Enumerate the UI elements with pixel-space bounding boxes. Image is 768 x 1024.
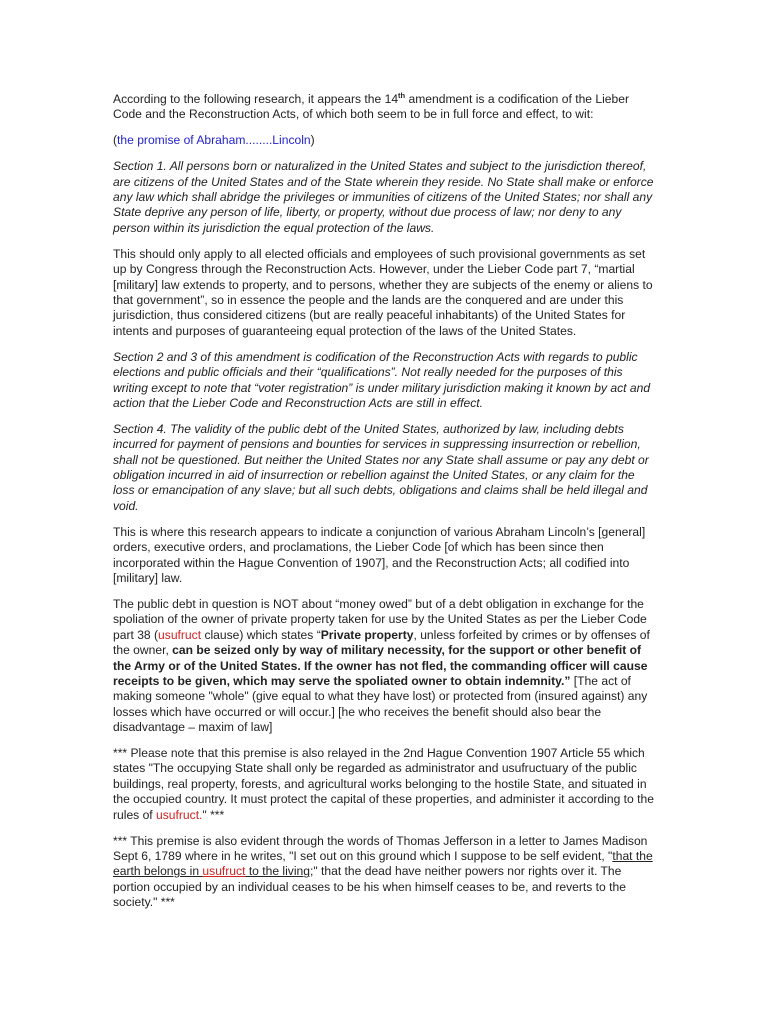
promise-line (113, 133, 656, 148)
promise-open-paren: ( (113, 133, 118, 148)
conjunction-paragraph: This is where this research appears to indicate a conjunction of various Abraham Lincoln’s [general] orders, executive orders, and proclamations, the Lieber Code [of which has been since then incorporated within the Hague Convention of 1907], and the Reconstruction Acts; all codified into [military] law. (113, 524, 646, 585)
public-debt-paragraph (113, 597, 656, 736)
intro-text: According to the following research, it appears the 14 (113, 92, 399, 106)
promise-link[interactable]: the promise of Abraham........Lincoln (117, 133, 311, 148)
usufruct-link[interactable]: usufruct (158, 627, 202, 642)
section-2-3-paragraph: Section 2 and 3 of this amendment is codification of the Reconstruction Acts with regards to public elections and public officials and their “qualifications”. Not really needed for the purposes of this writing except to note that “voter registration” is under military jurisdiction making it known by act and action that the Lieber Code and Reconstruction Acts are still in effect. (113, 349, 651, 410)
debt-text-3: , unless forfeited by crimes or by offenses of the owner, (113, 627, 650, 658)
usufruct-link[interactable]: usufruct. (156, 807, 203, 822)
debt-text-4: [The act of making someone "whole" (give equal to what they have lost) or protected from (insured against) any losses which have occurred or will occur.] [he who receives the benefit should also bear the disadvantage – maxim of law] (113, 673, 648, 735)
section-1-paragraph: Section 1. All persons born or naturalized in the United States and subject to the jurisdiction thereof, are citizens of the United States and of the State wherein they reside. No State shall make or enforce any law which shall abridge the privileges or immunities of citizens of the United States; nor shall any State deprive any person of life, liberty, or property, without due process of law; nor deny to any person within its jurisdiction the equal protection of the laws. (113, 159, 654, 235)
jefferson-text-2: ;" that the dead have neither powers nor rights over it. The portion occupied by an individual ceases to be his when himself ceases to be, and reverts to the society." *** (113, 864, 626, 910)
private-property-bold: Private property (320, 627, 414, 642)
jefferson-quote-underlined: that the earth belongs in (113, 848, 653, 879)
ordinal-superscript: th (398, 90, 406, 100)
hague-convention-paragraph (113, 746, 656, 823)
promise-close-paren: ) (310, 133, 315, 148)
debt-text-1: The public debt in question is NOT about “money owed” but of a debt obligation in exchange for the spoliation of the owner of private property taken for use by the United States as per the Lieber Code part 38 ( (113, 596, 647, 642)
usufruct-link[interactable]: usufruct (202, 864, 246, 879)
intro-paragraph (113, 92, 656, 123)
hague-text-2: " *** (202, 807, 225, 822)
hague-text-1: *** Please note that this premise is also relayed in the 2nd Hague Convention 1907 Article 55 which states "The occupying State shall only be regarded as administrator and usufructuary of the public buildings, real property, forests, and agricultural works belonging to the hostile State, and situated in the occupied country. It must protect the capital of these properties, and administer it according to the rules of (113, 746, 654, 822)
provisional-governments-paragraph: This should only apply to all elected officials and employees of such provisional governments as set up by Congress through the Reconstruction Acts. However, under the Lieber Code part 7, “martial [military] law extends to property, and to persons, whether they are subjects of the enemy or aliens to that government”, so in essence the people and the lands are the conquered and are under this jurisdiction, thus considered citizens (but are really peaceful inhabitants) of the United States for intents and purposes of guaranteeing equal protection of the laws of the United States. (113, 246, 653, 338)
jefferson-text-1: *** This premise is also evident through the words of Thomas Jefferson in a letter to James Madison Sept 6, 1789 where in he writes, "I set out on this ground which I suppose to be self evident, " (113, 833, 648, 863)
intro-text-continued: amendment is a codification of the Lieber Code and the Reconstruction Acts, of which both seem to be in full force and effect, to wit: (113, 92, 630, 122)
seizure-clause-bold: can be seized only by way of military necessity, for the support or other benefit of the Army or of the United States. If the owner has not fled, the commanding officer will cause receipts to be given, which may serve the spoliated owner to obtain indemnity.” (113, 643, 648, 688)
section-4-paragraph: Section 4. The validity of the public debt of the United States, authorized by law, including debts incurred for payment of pensions and bounties for services in suppressing insurrection or rebellion, shall not be questioned. But neither the United States nor any State shall assume or pay any debt or obligation incurred in aid of insurrection or rebellion against the United States, or any claim for the loss or emancipation of any slave; but all such debts, obligations and claims shall be held illegal and void. (113, 421, 649, 513)
debt-text-2: clause) which states “ (201, 627, 321, 642)
jefferson-quote-underlined-end: to the living (245, 864, 310, 879)
jefferson-paragraph (113, 834, 656, 911)
